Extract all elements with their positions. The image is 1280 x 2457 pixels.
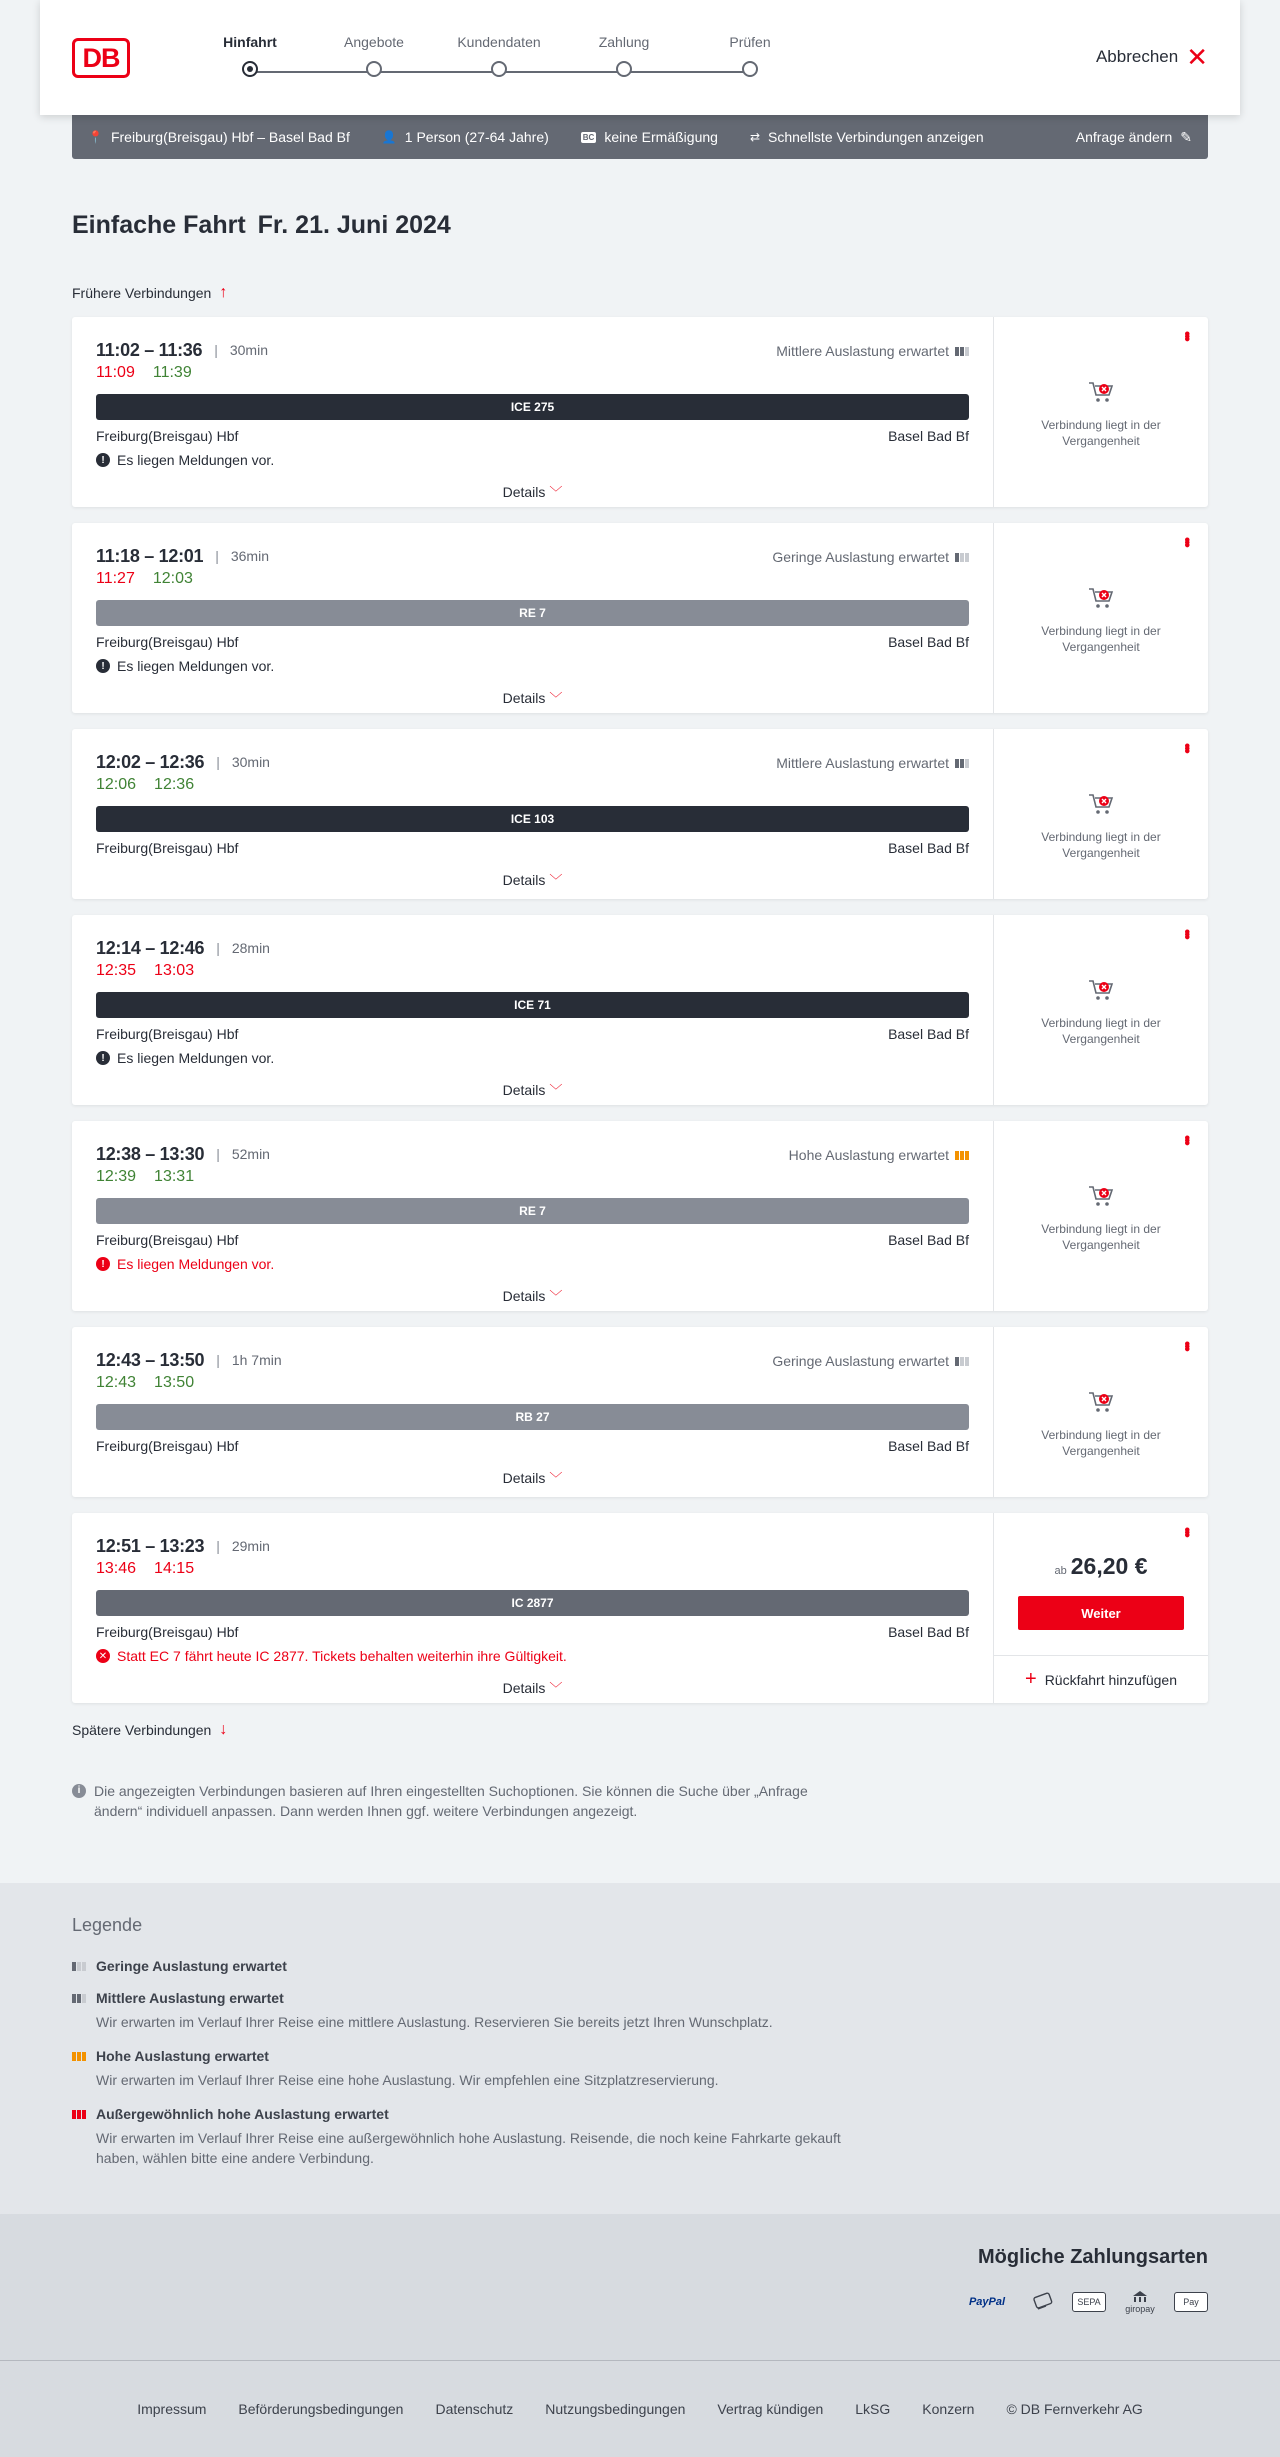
apple-pay-icon [1174, 2292, 1208, 2312]
info-note [72, 1781, 832, 1821]
bahncard-icon: BC [582, 132, 595, 142]
planned-times: 11:18 – 12:01 [96, 545, 204, 566]
occupancy-text: Mittlere Auslastung erwartet [776, 755, 949, 771]
connection-card[interactable] [72, 915, 1208, 1105]
step-pruefen [700, 34, 800, 77]
occupancy-text: Geringe Auslastung erwartet [772, 1353, 949, 1369]
step-dot [616, 61, 632, 77]
footer-link[interactable]: Nutzungsbedingungen [545, 2401, 686, 2417]
planned-times: 12:14 – 12:46 [96, 937, 205, 958]
chevron-down-icon: ﹀ [549, 1083, 563, 1098]
arrival-station: Basel Bad Bf [888, 1232, 969, 1248]
chevron-down-icon: ﹀ [549, 691, 563, 706]
legend-heading [72, 2106, 1208, 2122]
cancel-circle-icon: ✕ [96, 1649, 110, 1663]
stations-row [96, 634, 969, 650]
step-dot [742, 61, 758, 77]
cancel-label: Abbrechen [1095, 47, 1179, 66]
more-options-icon[interactable]: ••• [1178, 1341, 1195, 1349]
step-zahlung [574, 34, 674, 77]
occupancy-text: Hohe Auslastung erwartet [788, 1147, 949, 1163]
more-options-icon[interactable]: ••• [1178, 1527, 1195, 1535]
planned-times: 11:02 – 11:36 [96, 339, 203, 360]
connection-offer [993, 1121, 1208, 1311]
planned-times: 12:51 – 13:23 [96, 1535, 205, 1556]
search-summary-bar [72, 115, 1208, 159]
cart-unavailable-icon [1087, 977, 1115, 1003]
legend-item [72, 1958, 1208, 1974]
occupancy-icon [72, 1994, 86, 2003]
legend-title: Legende [72, 1915, 143, 1935]
realtime-row [96, 1168, 969, 1190]
price: 26,20 € [1070, 1553, 1148, 1579]
realtime-arrival: 14:15 [154, 1560, 195, 1577]
swap-arrows-icon: ⇄ [749, 130, 761, 144]
chevron-down-icon: ﹀ [549, 873, 563, 888]
legend-title: Mittlere Auslastung erwartet [96, 1990, 284, 2006]
departure-station: Freiburg(Breisgau) Hbf [96, 1232, 239, 1248]
footer-link[interactable]: Konzern [922, 2401, 975, 2417]
alert-icon: ! [96, 659, 110, 673]
cart-unavailable-icon [1087, 1183, 1115, 1209]
details-label: Details [502, 690, 546, 706]
step-dot [366, 61, 382, 77]
stations-row [96, 840, 969, 856]
past-text: Verbindung liegt in der Vergangenheit [1041, 1016, 1161, 1046]
arrival-station: Basel Bad Bf [888, 1438, 969, 1454]
legend-title: Außergewöhnlich hohe Auslastung erwartet [96, 2106, 389, 2122]
cart-unavailable-icon [1087, 379, 1115, 405]
close-icon: ✕ [1186, 42, 1208, 72]
legend-description: Wir erwarten im Verlauf Ihrer Reise eine mittlere Auslastung. Reservieren Sie bereits jetzt Ihren Wunschplatz. [96, 2014, 773, 2030]
past-connection-hint [994, 1389, 1208, 1459]
realtime-row [96, 962, 969, 984]
notice-text: Es liegen Meldungen vor. [117, 1256, 275, 1272]
details-label: Details [502, 1470, 546, 1486]
header [40, 0, 1240, 115]
details-toggle[interactable] [96, 688, 969, 707]
stations-row [96, 1232, 969, 1248]
summary-fastest[interactable] [750, 129, 984, 145]
connection-offer [993, 523, 1208, 713]
notice [96, 658, 969, 674]
db-logo[interactable]: DB [72, 38, 130, 78]
realtime-departure: 12:43 [96, 1374, 137, 1391]
occupancy-icon [72, 2052, 86, 2061]
planned-times: 12:02 – 12:36 [96, 751, 205, 772]
train-segment[interactable]: RB 27 [96, 1404, 969, 1430]
later-label: Spätere Verbindungen [72, 1722, 212, 1738]
realtime-row [96, 776, 969, 798]
duration: 52min [231, 1146, 270, 1162]
step-label: Prüfen [729, 34, 771, 50]
main-content [0, 211, 1280, 1821]
duration: 28min [231, 940, 270, 956]
occupancy-forecast [776, 343, 969, 359]
step-label: Hinfahrt [223, 34, 277, 50]
more-options-icon[interactable]: ••• [1178, 1135, 1195, 1143]
trip-date: Fr. 21. Juni 2024 [257, 211, 451, 239]
step-kundendaten [449, 34, 549, 77]
footer-link[interactable]: Vertrag kündigen [717, 2401, 824, 2417]
realtime-row [96, 1374, 969, 1396]
connection-info [72, 1513, 993, 1703]
chevron-down-icon: ﹀ [549, 1681, 563, 1696]
separator: | [216, 754, 220, 770]
occupancy-forecast [772, 549, 969, 565]
more-options-icon[interactable]: ••• [1178, 537, 1195, 545]
add-return-label: Rückfahrt hinzufügen [1044, 1671, 1177, 1688]
summary-route[interactable] [88, 129, 350, 145]
realtime-arrival: 13:50 [154, 1374, 195, 1391]
occupancy-text: Geringe Auslastung erwartet [772, 549, 949, 565]
pencil-icon: ✎ [1180, 128, 1192, 145]
occupancy-icon [72, 1962, 86, 1971]
more-options-icon[interactable]: ••• [1178, 331, 1195, 339]
arrival-station: Basel Bad Bf [888, 634, 969, 650]
departure-station: Freiburg(Breisgau) Hbf [96, 428, 239, 444]
giropay-label: giropay [1125, 2304, 1155, 2314]
alert-icon: ! [96, 1257, 110, 1271]
footer [0, 2360, 1280, 2457]
alert-icon: ! [96, 453, 110, 467]
footer-link[interactable]: Impressum [137, 2401, 207, 2417]
occupancy-icon [955, 759, 969, 768]
giropay-icon [1122, 2286, 1158, 2318]
details-label: Details [502, 1288, 546, 1304]
realtime-departure: 12:39 [96, 1168, 137, 1185]
train-segment[interactable]: ICE 103 [96, 806, 969, 832]
payment-methods [0, 2214, 1280, 2360]
occupancy-text: Mittlere Auslastung erwartet [776, 343, 949, 359]
legend-item [72, 1990, 1208, 2032]
stations-row [96, 428, 969, 444]
past-text: Verbindung liegt in der Vergangenheit [1041, 1428, 1161, 1458]
connection-list [72, 317, 1208, 1703]
step-label: Kundendaten [457, 34, 541, 50]
connection-card[interactable] [72, 1513, 1208, 1703]
planned-times: 12:38 – 13:30 [96, 1143, 205, 1164]
departure-station: Freiburg(Breisgau) Hbf [96, 840, 239, 856]
connection-card[interactable] [72, 317, 1208, 507]
stations-row [96, 1026, 969, 1042]
past-text: Verbindung liegt in der Vergangenheit [1041, 830, 1161, 860]
occupancy-forecast [772, 1353, 969, 1369]
connection-info [72, 523, 993, 713]
departure-station: Freiburg(Breisgau) Hbf [96, 1438, 239, 1454]
duration: 29min [231, 1538, 270, 1554]
legend-description: Wir erwarten im Verlauf Ihrer Reise eine hohe Auslastung. Wir empfehlen eine Sitzplatzreservierung. [96, 2072, 719, 2088]
page-title [72, 211, 1208, 240]
connection-offer [993, 915, 1208, 1105]
departure-station: Freiburg(Breisgau) Hbf [96, 1624, 239, 1640]
connection-offer [993, 1513, 1208, 1703]
chevron-down-icon: ﹀ [549, 1289, 563, 1304]
realtime-arrival: 11:39 [152, 364, 192, 381]
sepa-icon: SEPA [1072, 2292, 1106, 2312]
legend-heading [72, 2048, 1208, 2064]
planned-times: 12:43 – 13:50 [96, 1349, 205, 1370]
apple-pay-label: Pay [1183, 2297, 1199, 2307]
realtime-row [96, 364, 969, 386]
connection-card[interactable] [72, 1121, 1208, 1311]
step-dot-active [242, 61, 258, 77]
legend-description: Wir erwarten im Verlauf Ihrer Reise eine außergewöhnlich hohe Auslastung. Reisende, die noch keine Fahrkarte gekauft haben, wählen bitte eine andere Verbindung. [96, 2130, 841, 2166]
step-hinfahrt[interactable] [200, 34, 300, 77]
later-connections-link[interactable] [72, 1721, 227, 1739]
past-connection-hint [994, 791, 1208, 861]
past-text: Verbindung liegt in der Vergangenheit [1041, 624, 1161, 654]
booking-stepper [210, 34, 771, 84]
past-connection-hint [994, 1183, 1208, 1253]
realtime-departure: 11:27 [96, 570, 135, 587]
notice-text: Statt EC 7 fährt heute IC 2877. Tickets behalten weiterhin ihre Gültigkeit. [117, 1648, 567, 1664]
connection-info [72, 1327, 993, 1497]
details-label: Details [502, 1082, 546, 1098]
alert-icon: ! [96, 1051, 110, 1065]
connection-card[interactable] [72, 1327, 1208, 1497]
train-segment[interactable]: IC 2877 [96, 1590, 969, 1616]
duration: 1h 7min [231, 1352, 282, 1368]
occupancy-icon [955, 1357, 969, 1366]
separator: | [216, 1352, 220, 1368]
train-segment[interactable]: ICE 275 [96, 394, 969, 420]
occupancy-icon [955, 553, 969, 562]
notice [96, 452, 969, 468]
separator: | [216, 1146, 220, 1162]
more-options-icon[interactable]: ••• [1178, 929, 1195, 937]
details-label: Details [502, 1680, 546, 1696]
cancel-button[interactable] [1095, 42, 1208, 72]
footer-link[interactable]: Datenschutz [435, 2401, 514, 2417]
legend-item [72, 2048, 1208, 2090]
chevron-down-icon: ﹀ [549, 485, 563, 500]
realtime-departure: 12:06 [96, 776, 137, 793]
details-label: Details [502, 484, 546, 500]
copyright: © DB Fernverkehr AG [1006, 2401, 1143, 2417]
time-row [96, 937, 969, 959]
price-prefix: ab [1054, 1565, 1067, 1577]
earlier-connections-link[interactable] [72, 284, 227, 302]
summary-travellers[interactable] [382, 129, 549, 145]
connection-info [72, 915, 993, 1105]
cart-unavailable-icon [1087, 585, 1115, 611]
person-icon: 👤 [381, 130, 397, 144]
legend-title: Hohe Auslastung erwartet [96, 2048, 269, 2064]
info-icon: i [72, 1784, 86, 1798]
step-dot [491, 61, 507, 77]
footer-link[interactable]: Beförderungsbedingungen [238, 2401, 404, 2417]
connection-info [72, 317, 993, 507]
train-segment[interactable]: RE 7 [96, 1198, 969, 1224]
past-connection-hint [994, 585, 1208, 655]
duration: 30min [229, 342, 268, 358]
realtime-row [96, 1560, 969, 1582]
time-row [96, 1535, 969, 1557]
discount-text: keine Ermäßigung [604, 129, 718, 145]
credit-card-icon [1032, 2291, 1056, 2313]
connection-offer [993, 1327, 1208, 1497]
location-pin-icon: 📍 [88, 130, 103, 144]
step-label: Zahlung [598, 34, 650, 50]
occupancy-extra-icon [72, 2110, 86, 2119]
trip-type: Einfache Fahrt [72, 211, 246, 239]
arrival-station: Basel Bad Bf [888, 428, 969, 444]
departure-station: Freiburg(Breisgau) Hbf [96, 634, 239, 650]
details-toggle[interactable] [96, 482, 969, 501]
payment-title: Mögliche Zahlungsarten [977, 2246, 1208, 2268]
details-label: Details [502, 872, 546, 888]
connection-offer [993, 317, 1208, 507]
stations-row [96, 1438, 969, 1454]
connection-offer [993, 729, 1208, 899]
connection-card[interactable] [72, 523, 1208, 713]
legend-title: Geringe Auslastung erwartet [96, 1958, 287, 1974]
cart-unavailable-icon [1087, 1389, 1115, 1415]
details-toggle[interactable] [96, 1678, 969, 1697]
occupancy-icon [955, 1151, 969, 1160]
occupancy-icon [955, 347, 969, 356]
occupancy-forecast [776, 755, 969, 771]
train-segment[interactable]: RE 7 [96, 600, 969, 626]
edit-request-button[interactable] [1076, 129, 1192, 146]
notice [96, 1648, 969, 1664]
footer-link[interactable]: LkSG [855, 2401, 891, 2417]
past-connection-hint [994, 379, 1208, 449]
summary-discount[interactable] [581, 129, 718, 145]
continue-button[interactable]: Weiter [1018, 1596, 1184, 1630]
arrival-station: Basel Bad Bf [888, 840, 969, 856]
add-return-button[interactable] [994, 1655, 1208, 1703]
separator: | [216, 940, 220, 956]
separator: | [214, 342, 218, 358]
realtime-departure: 12:35 [96, 962, 137, 979]
price-box [1055, 1553, 1148, 1580]
duration: 30min [231, 754, 270, 770]
chevron-down-icon: ﹀ [549, 1471, 563, 1486]
arrow-down-icon: ↓ [219, 1721, 228, 1738]
arrival-station: Basel Bad Bf [888, 1026, 969, 1042]
plus-icon: + [1025, 1668, 1037, 1690]
separator: | [216, 1538, 220, 1554]
details-toggle[interactable] [96, 1080, 969, 1099]
realtime-arrival: 13:03 [154, 962, 195, 979]
train-segment[interactable]: ICE 71 [96, 992, 969, 1018]
cart-unavailable-icon [1087, 791, 1115, 817]
past-text: Verbindung liegt in der Vergangenheit [1041, 418, 1161, 448]
realtime-arrival: 12:36 [154, 776, 195, 793]
legend-heading [72, 1958, 1208, 1974]
connection-info [72, 1121, 993, 1311]
realtime-departure: 11:09 [96, 364, 135, 381]
legend [0, 1883, 1280, 2214]
legend-heading [72, 1990, 1208, 2006]
realtime-row [96, 570, 969, 592]
travellers-text: 1 Person (27-64 Jahre) [404, 129, 549, 145]
departure-station: Freiburg(Breisgau) Hbf [96, 1026, 239, 1042]
realtime-arrival: 12:03 [152, 570, 193, 587]
edit-request-label: Anfrage ändern [1075, 129, 1173, 145]
past-connection-hint [994, 977, 1208, 1047]
fastest-text: Schnellste Verbindungen anzeigen [768, 129, 984, 145]
occupancy-forecast [789, 1147, 969, 1163]
connection-card[interactable] [72, 729, 1208, 899]
step-label: Angebote [344, 34, 404, 50]
notice-text: Es liegen Meldungen vor. [117, 658, 275, 674]
paypal-icon: PayPal [968, 2296, 1006, 2308]
legend-list [72, 1958, 1208, 2168]
connection-info [72, 729, 993, 899]
notice [96, 1256, 969, 1272]
separator: | [215, 548, 219, 564]
earlier-label: Frühere Verbindungen [72, 285, 212, 301]
more-options-icon[interactable]: ••• [1178, 743, 1195, 751]
arrow-up-icon: ↑ [219, 284, 228, 301]
legend-item [72, 2106, 1208, 2168]
details-toggle[interactable] [96, 870, 969, 889]
stations-row [96, 1624, 969, 1640]
realtime-departure: 13:46 [96, 1560, 137, 1577]
details-toggle[interactable] [96, 1286, 969, 1305]
details-toggle[interactable] [96, 1468, 969, 1487]
realtime-arrival: 13:31 [154, 1168, 195, 1185]
info-text: Die angezeigten Verbindungen basieren auf Ihren eingestellten Suchoptionen. Sie können die Suche über „Anfrage ändern“ individuell anpassen. Dann werden Ihnen ggf. weitere Verbindungen angezeigt. [94, 1783, 808, 1819]
duration: 36min [230, 548, 269, 564]
past-text: Verbindung liegt in der Vergangenheit [1041, 1222, 1161, 1252]
step-angebote [324, 34, 424, 77]
notice-text: Es liegen Meldungen vor. [117, 1050, 275, 1066]
payment-icons [958, 2286, 1208, 2318]
arrival-station: Basel Bad Bf [888, 1624, 969, 1640]
notice [96, 1050, 969, 1066]
notice-text: Es liegen Meldungen vor. [117, 452, 275, 468]
route-text: Freiburg(Breisgau) Hbf – Basel Bad Bf [110, 129, 350, 145]
